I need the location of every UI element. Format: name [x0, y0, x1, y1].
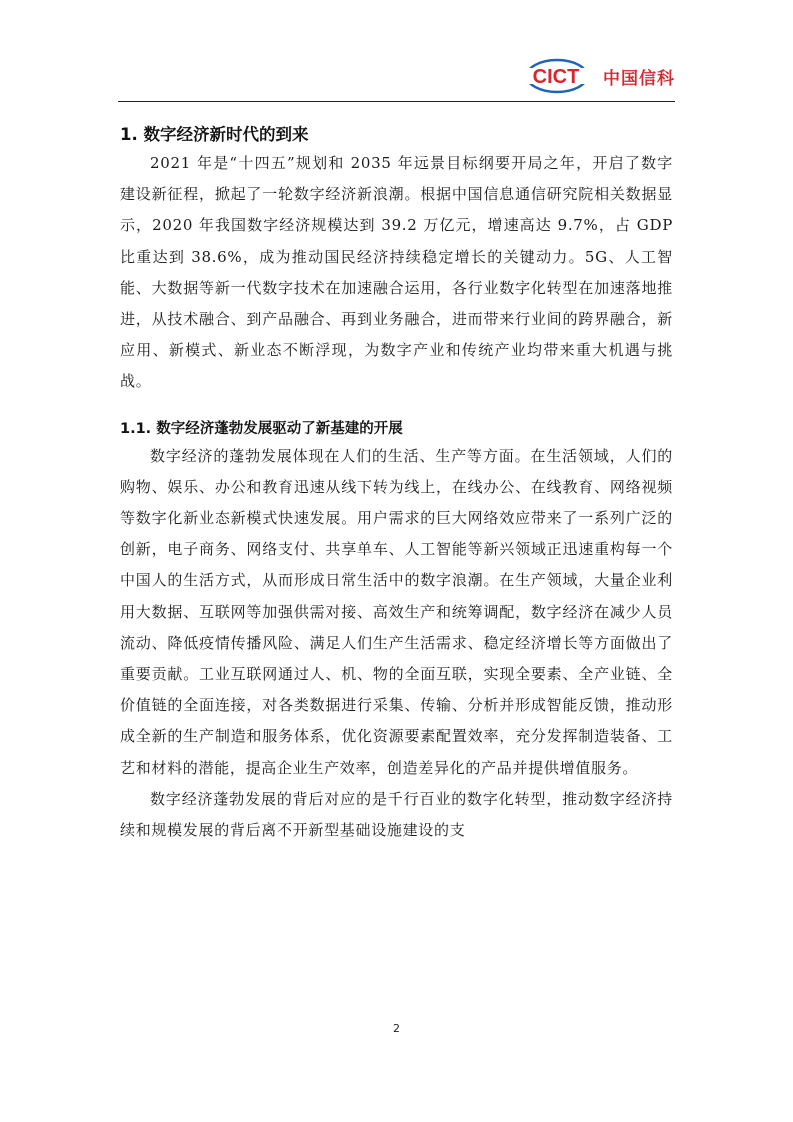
- subsection-paragraph-2: 数字经济蓬勃发展的背后对应的是千行百业的数字化转型，推动数字经济持续和规模发展的背后离不开新型基础设施建设的支: [120, 789, 673, 840]
- section-paragraph: 2021 年是“十四五”规划和 2035 年远景目标纲要开局之年，开启了数字建设新征程，掀起了一轮数字经济新浪潮。根据中国信息通信研究院相关数据显示，2020 年我国数字经济规模达到 39.2 万亿元，增速高达 9.7%，占 GDP 比重达到 38.6%，成为推动国民经济持续稳定增长的关键动力。5G、人工智能、大数据等新一代数字技术在加速融合运用，各行业数字化转型在加速落地推进，从技术融合、到产品融合、再到业务融合，进而带来行业间的跨界融合，新应用、新模式、新业态不断浮现，为数字产业和传统产业均带来重大机遇与挑战。: [120, 154, 673, 391]
- logo-text: 中国信科: [603, 68, 675, 89]
- section-heading: 1. 数字经济新时代的到来: [120, 125, 309, 144]
- header-divider: [118, 101, 675, 102]
- logo-mark-text: CICT: [532, 66, 580, 88]
- cict-logo-icon: [515, 56, 597, 96]
- subsection-heading: 1.1. 数字经济蓬勃发展驱动了新基建的开展: [120, 420, 403, 437]
- header-logo: [515, 56, 675, 96]
- page-number: 2: [393, 1022, 400, 1035]
- subsection-paragraph-1: 数字经济的蓬勃发展体现在人们的生活、生产等方面。在生活领域，人们的购物、娱乐、办公和教育迅速从线下转为线上，在线办公、在线教育、网络视频等数字化新业态新模式快速发展。用户需求的巨大网络效应带来了一系列广泛的创新，电子商务、网络支付、共享单车、人工智能等新兴领域正迅速重构每一个中国人的生活方式，从而形成日常生活中的数字浪潮。在生产领域，大量企业利用大数据、互联网等加强供需对接、高效生产和统筹调配，数字经济在减少人员流动、降低疫情传播风险、满足人们生产生活需求、稳定经济增长等方面做出了重要贡献。工业互联网通过人、机、物的全面互联，实现全要素、全产业链、全价值链的全面连接，对各类数据进行采集、传输、分析并形成智能反馈，推动形成全新的生产制造和服务体系，优化资源要素配置效率，充分发挥制造装备、工艺和材料的潜能，提高企业生产效率，创造差异化的产品并提供增值服务。: [120, 446, 673, 777]
- document-body: [120, 112, 673, 846]
